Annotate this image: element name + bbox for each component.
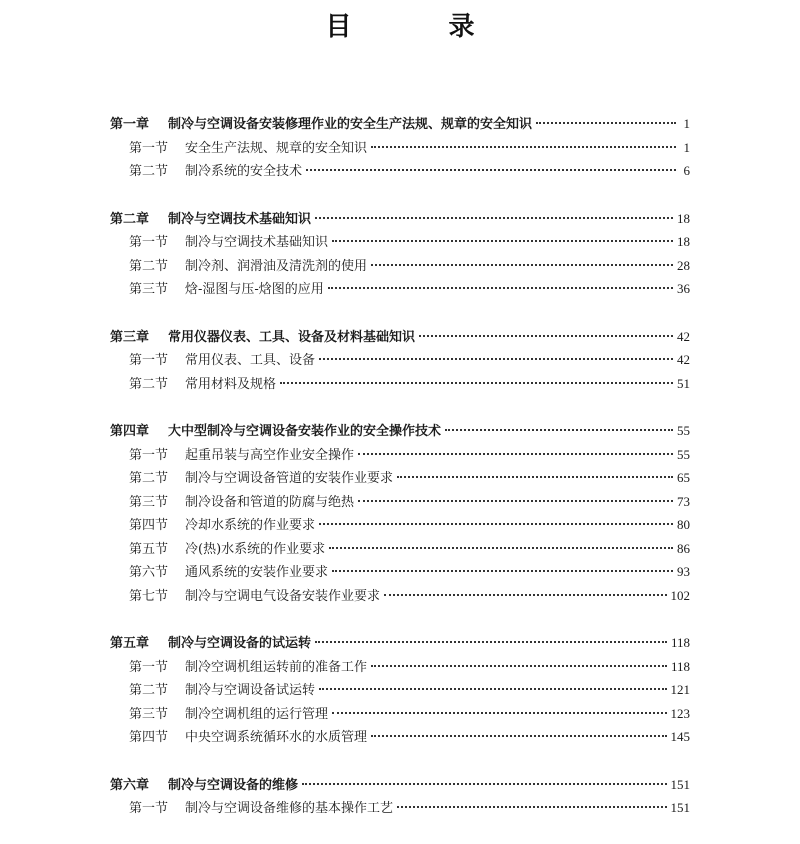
- dot-leader: [384, 594, 666, 596]
- dot-leader: [445, 429, 673, 431]
- page-number: 36: [677, 281, 690, 296]
- page-number: 55: [677, 446, 690, 462]
- dot-leader: [397, 806, 666, 808]
- dot-leader: [280, 382, 673, 384]
- section-entry[interactable]: [110, 725, 690, 749]
- chapter-3: [110, 325, 690, 396]
- section-title: 焓-湿图与压-焓图的应用: [185, 282, 324, 297]
- page-number: 80: [677, 517, 690, 532]
- page-number: 123: [670, 705, 690, 721]
- chapter-4: [110, 419, 690, 607]
- section-entry[interactable]: [110, 655, 690, 679]
- chapter-title: 制冷与空调设备安装修理作业的安全生产法规、规章的安全知识: [168, 117, 533, 132]
- chapter-heading[interactable]: [110, 112, 690, 136]
- chapter-title: 常用仪器仪表、工具、设备及材料基础知识: [168, 329, 416, 345]
- section-entry[interactable]: [110, 513, 690, 537]
- chapter-title: 制冷与空调技术基础知识: [168, 211, 312, 227]
- section-title: 制冷空调机组运转前的准备工作: [185, 659, 368, 675]
- page-number: 42: [677, 328, 690, 344]
- dot-leader: [332, 712, 666, 714]
- page-number: 118: [670, 658, 690, 674]
- section-entry[interactable]: [110, 254, 690, 278]
- chapter-label: 第四章: [110, 424, 150, 439]
- page-number: 145: [670, 729, 690, 744]
- dot-leader: [302, 783, 666, 785]
- chapter-title: 制冷与空调设备的维修: [168, 777, 299, 793]
- section-entry[interactable]: [110, 372, 690, 396]
- page-number: 6: [683, 163, 690, 178]
- section-entry[interactable]: [110, 678, 690, 702]
- chapter-label: 第三章: [110, 329, 150, 345]
- section-entry[interactable]: [110, 348, 690, 372]
- dot-leader: [319, 523, 673, 525]
- dot-leader: [315, 641, 667, 643]
- section-entry[interactable]: [110, 277, 690, 301]
- chapter-6: [110, 773, 690, 820]
- section-label: 第六节: [129, 565, 169, 580]
- section-label: 第二节: [129, 258, 169, 274]
- page-number: 28: [677, 257, 690, 273]
- page-number: 73: [677, 493, 690, 509]
- section-title: 制冷空调机组的运行管理: [185, 706, 329, 722]
- section-label: 第一节: [129, 447, 169, 463]
- section-title: 冷却水系统的作业要求: [185, 518, 316, 533]
- dot-leader: [328, 287, 673, 289]
- section-title: 制冷设备和管道的防腐与绝热: [185, 494, 355, 510]
- section-entry[interactable]: [110, 702, 690, 726]
- page-number: 65: [677, 470, 690, 485]
- section-title: 制冷与空调设备维修的基本操作工艺: [185, 801, 394, 816]
- chapter-heading[interactable]: [110, 207, 690, 231]
- page-number: 121: [670, 682, 690, 697]
- chapter-heading[interactable]: [110, 325, 690, 349]
- section-label: 第二节: [129, 683, 169, 698]
- section-title: 制冷与空调设备试运转: [185, 683, 316, 698]
- section-label: 第一节: [129, 235, 169, 250]
- page-title: 目 录: [325, 12, 519, 42]
- page-number: 102: [670, 587, 690, 603]
- section-entry[interactable]: [110, 584, 690, 608]
- section-label: 第二节: [129, 164, 169, 179]
- dot-leader: [358, 453, 673, 455]
- section-title: 常用仪表、工具、设备: [185, 353, 316, 368]
- section-title: 安全生产法规、规章的安全知识: [185, 140, 368, 156]
- section-title: 制冷与空调技术基础知识: [185, 235, 329, 250]
- page-number: 18: [677, 210, 690, 226]
- dot-leader: [371, 264, 673, 266]
- section-entry[interactable]: [110, 159, 690, 183]
- dot-leader: [306, 169, 676, 171]
- chapter-heading[interactable]: [110, 419, 690, 443]
- table-of-contents: [110, 112, 690, 844]
- section-title: 制冷与空调设备管道的安装作业要求: [185, 471, 394, 486]
- section-entry[interactable]: [110, 443, 690, 467]
- page-number: 151: [670, 800, 690, 815]
- section-label: 第二节: [129, 471, 169, 486]
- page-number: 118: [670, 635, 690, 650]
- chapter-heading[interactable]: [110, 631, 690, 655]
- section-title: 制冷剂、润滑油及清洗剂的使用: [185, 258, 368, 274]
- page-number: 42: [677, 352, 690, 367]
- section-label: 第七节: [129, 588, 169, 604]
- dot-leader: [329, 547, 673, 549]
- section-entry[interactable]: [110, 136, 690, 160]
- chapter-title: 制冷与空调设备的试运转: [168, 636, 312, 651]
- dot-leader: [371, 146, 676, 148]
- section-label: 第三节: [129, 706, 169, 722]
- section-title: 起重吊装与高空作业安全操作: [185, 447, 355, 463]
- section-entry[interactable]: [110, 466, 690, 490]
- page-number: 51: [677, 375, 690, 391]
- chapter-label: 第一章: [110, 117, 150, 132]
- chapter-label: 第二章: [110, 211, 150, 227]
- section-title: 通风系统的安装作业要求: [185, 565, 329, 580]
- dot-leader: [371, 735, 666, 737]
- dot-leader: [315, 217, 673, 219]
- dot-leader: [358, 500, 673, 502]
- chapter-heading[interactable]: [110, 773, 690, 797]
- section-label: 第二节: [129, 376, 169, 392]
- dot-leader: [332, 570, 673, 572]
- dot-leader: [332, 240, 673, 242]
- page-number: 151: [670, 776, 690, 792]
- section-title: 冷(热)水系统的作业要求: [185, 541, 326, 557]
- chapter-label: 第六章: [110, 777, 150, 793]
- chapter-1: [110, 112, 690, 183]
- section-label: 第一节: [129, 659, 169, 675]
- section-label: 第一节: [129, 353, 169, 368]
- section-entry[interactable]: [110, 537, 690, 561]
- page-number: 1: [683, 139, 690, 155]
- section-title: 制冷与空调电气设备安装作业要求: [185, 588, 381, 604]
- dot-leader: [371, 665, 667, 667]
- chapter-5: [110, 631, 690, 749]
- dot-leader: [397, 476, 673, 478]
- section-title: 中央空调系统循环水的水质管理: [185, 730, 368, 745]
- section-label: 第一节: [129, 140, 169, 156]
- chapter-label: 第五章: [110, 636, 150, 651]
- section-entry[interactable]: [110, 560, 690, 584]
- chapter-title: 大中型制冷与空调设备安装作业的安全操作技术: [168, 424, 442, 439]
- section-title: 制冷系统的安全技术: [185, 164, 303, 179]
- page-number: 93: [677, 564, 690, 579]
- dot-leader: [419, 335, 673, 337]
- section-label: 第五节: [129, 541, 169, 557]
- section-label: 第三节: [129, 494, 169, 510]
- dot-leader: [319, 688, 666, 690]
- page-number: 55: [677, 423, 690, 438]
- page-number: 18: [677, 234, 690, 249]
- dot-leader: [536, 122, 676, 124]
- page-number: 1: [683, 116, 690, 131]
- section-title: 常用材料及规格: [185, 376, 277, 392]
- section-entry[interactable]: [110, 490, 690, 514]
- section-label: 第四节: [129, 730, 169, 745]
- section-label: 第一节: [129, 801, 169, 816]
- page-number: 86: [677, 540, 690, 556]
- section-label: 第四节: [129, 518, 169, 533]
- chapter-2: [110, 207, 690, 301]
- section-entry[interactable]: [110, 230, 690, 254]
- dot-leader: [319, 358, 673, 360]
- section-label: 第三节: [129, 282, 169, 297]
